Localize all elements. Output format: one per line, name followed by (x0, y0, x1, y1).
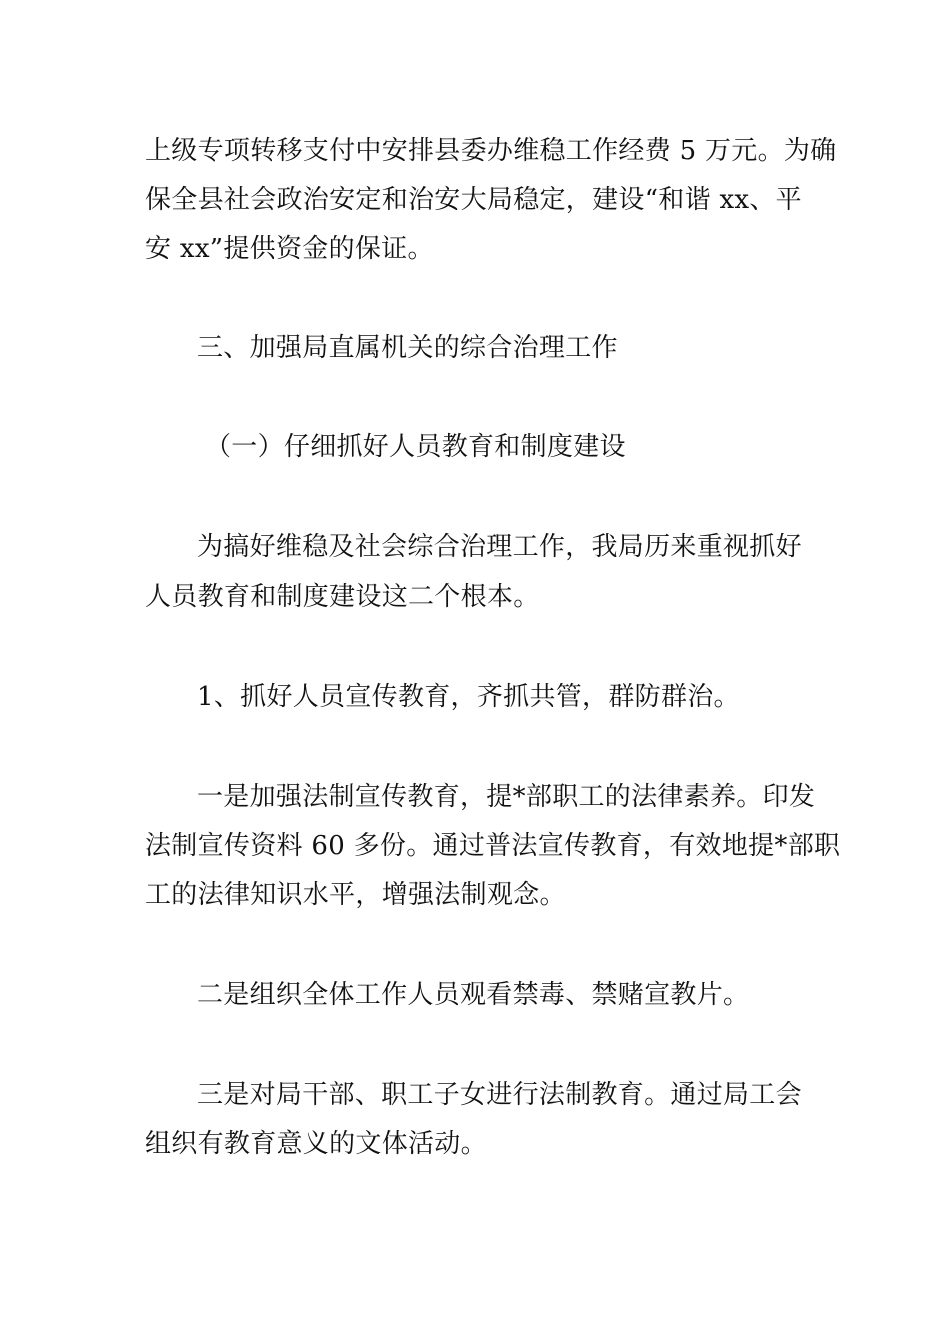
text-line: 二是组织全体工作人员观看禁毒、禁赌宣教片。 (197, 980, 750, 1010)
text-line: 法制宣传资料 60 多份。通过普法宣传教育，有效地提*部职 (145, 831, 841, 861)
text-line: 上级专项转移支付中安排县委办维稳工作经费 5 万元。为确 (145, 136, 837, 166)
section-heading-text: 三、加强局直属机关的综合治理工作 (197, 333, 618, 363)
text-line: 保全县社会政治安定和治安大局稳定，建设“和谐 xx、平 (145, 185, 802, 215)
text-line: 三是对局干部、职工子女进行法制教育。通过局工会 (197, 1080, 802, 1110)
text-line: 人员教育和制度建设这二个根本。 (145, 582, 540, 612)
text-line: 工的法律知识水平，增强法制观念。 (145, 880, 566, 910)
text-line: 组织有教育意义的文体活动。 (145, 1129, 487, 1159)
text-line: 为搞好维稳及社会综合治理工作，我局历来重视抓好 (197, 532, 802, 562)
text-line: 安 xx”提供资金的保证。 (145, 234, 434, 264)
list-item-heading-text: 1、抓好人员宣传教育，齐抓共管，群防群治。 (197, 682, 740, 712)
subsection-heading-text: （一）仔细抓好人员教育和制度建设 (205, 432, 626, 462)
text-line: 一是加强法制宣传教育，提*部职工的法律素养。印发 (197, 782, 816, 812)
